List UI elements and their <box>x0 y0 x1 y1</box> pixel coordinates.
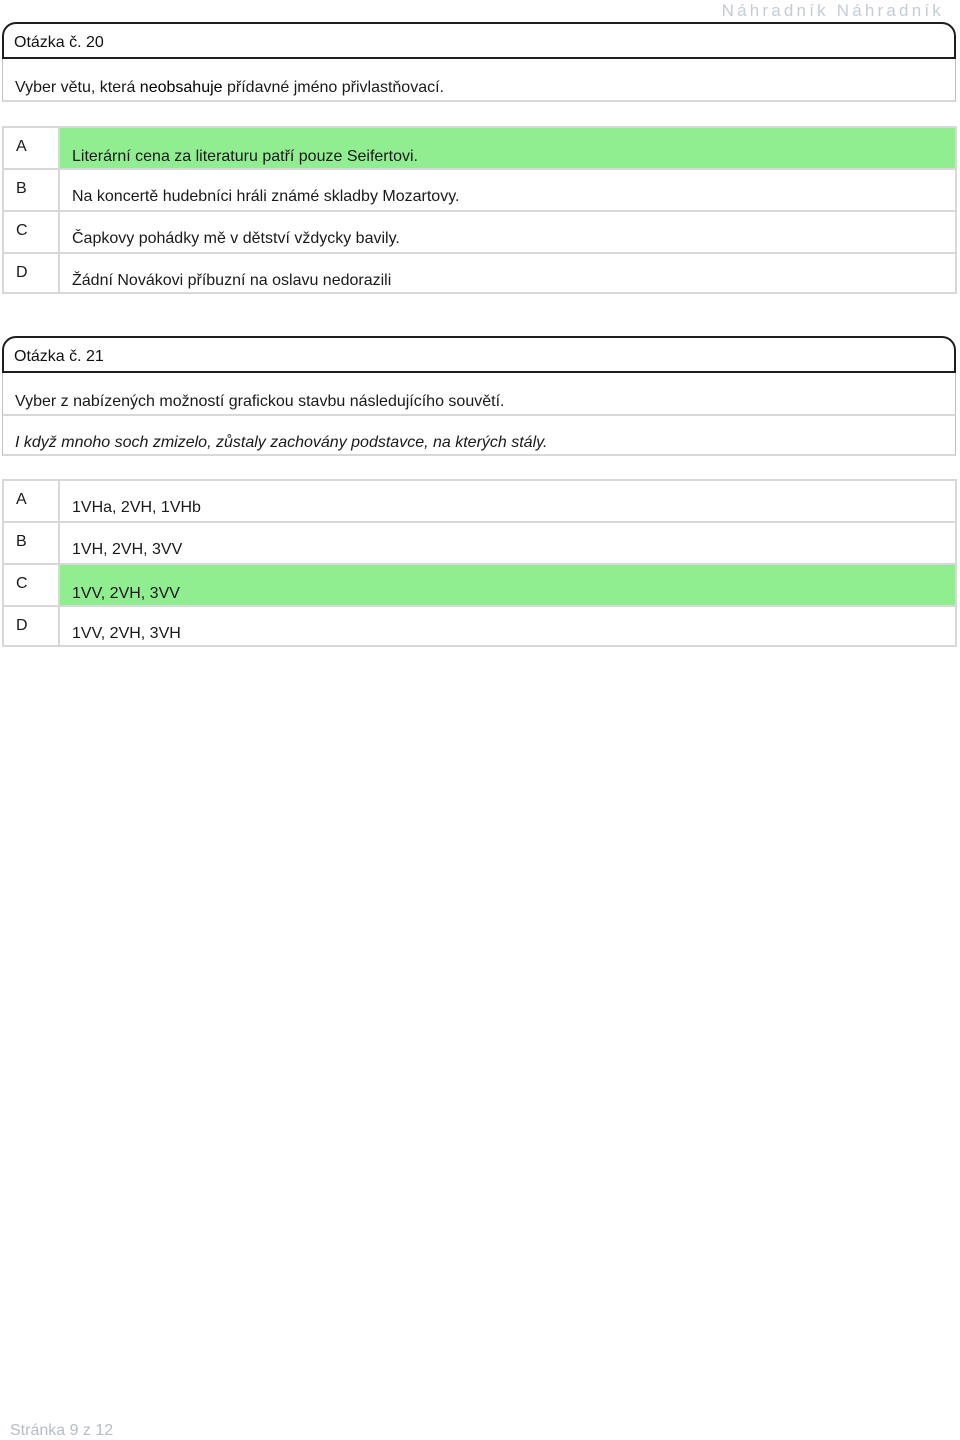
answer-option-d[interactable] <box>2 252 957 294</box>
answer-text: Na koncertě hudebníci hráli známé skladby Mozartovy. <box>60 168 957 210</box>
prompt-emphasis: neobsahuje <box>139 79 223 96</box>
prompt-text: Vyber z nabízených možností grafickou stavbu následujícího souvětí. <box>15 393 505 410</box>
answers-20 <box>2 126 957 294</box>
answer-letter: D <box>2 605 60 647</box>
watermark-text: Náhradník Náhradník <box>721 1 944 20</box>
answer-letter: B <box>2 168 60 210</box>
question-21 <box>2 336 956 456</box>
answer-letter: C <box>2 210 60 252</box>
answers-21 <box>2 479 957 647</box>
question-prompt <box>2 373 956 416</box>
answer-letter: C <box>2 563 60 605</box>
question-header <box>2 22 956 59</box>
answer-letter: A <box>2 479 60 521</box>
answer-text: 1VV, 2VH, 3VH <box>60 605 957 647</box>
answer-option-c[interactable] <box>2 563 957 605</box>
answer-option-a[interactable] <box>2 126 957 168</box>
answer-letter: A <box>2 126 60 168</box>
answer-option-c[interactable] <box>2 210 957 252</box>
answer-option-b[interactable] <box>2 521 957 563</box>
question-title: Otázka č. 21 <box>14 348 104 365</box>
answer-text: 1VV, 2VH, 3VV <box>60 563 957 605</box>
question-20 <box>2 22 956 102</box>
answer-text: Žádní Novákovi příbuzní na oslavu nedorazili <box>60 252 957 294</box>
answer-option-a[interactable] <box>2 479 957 521</box>
answer-letter: B <box>2 521 60 563</box>
sentence-text: I když mnoho soch zmizelo, zůstaly zachovány podstavce, na kterých stály. <box>15 434 548 451</box>
question-sentence <box>2 416 956 456</box>
question-title: Otázka č. 20 <box>14 34 104 51</box>
answer-text: Čapkovy pohádky mě v dětství vždycky bavily. <box>60 210 957 252</box>
answer-text: 1VHa, 2VH, 1VHb <box>60 479 957 521</box>
answer-option-b[interactable] <box>2 168 957 210</box>
answer-text: 1VH, 2VH, 3VV <box>60 521 957 563</box>
answer-letter: D <box>2 252 60 294</box>
prompt-text-after: přídavné jméno přivlastňovací. <box>222 79 444 96</box>
question-header <box>2 336 956 373</box>
prompt-text-before: Vyber větu, která <box>15 79 140 96</box>
question-prompt <box>2 59 956 102</box>
page-number: Stránka 9 z 12 <box>10 1422 114 1439</box>
answer-text: Literární cena za literaturu patří pouze Seifertovi. <box>60 126 957 168</box>
answer-option-d[interactable] <box>2 605 957 647</box>
